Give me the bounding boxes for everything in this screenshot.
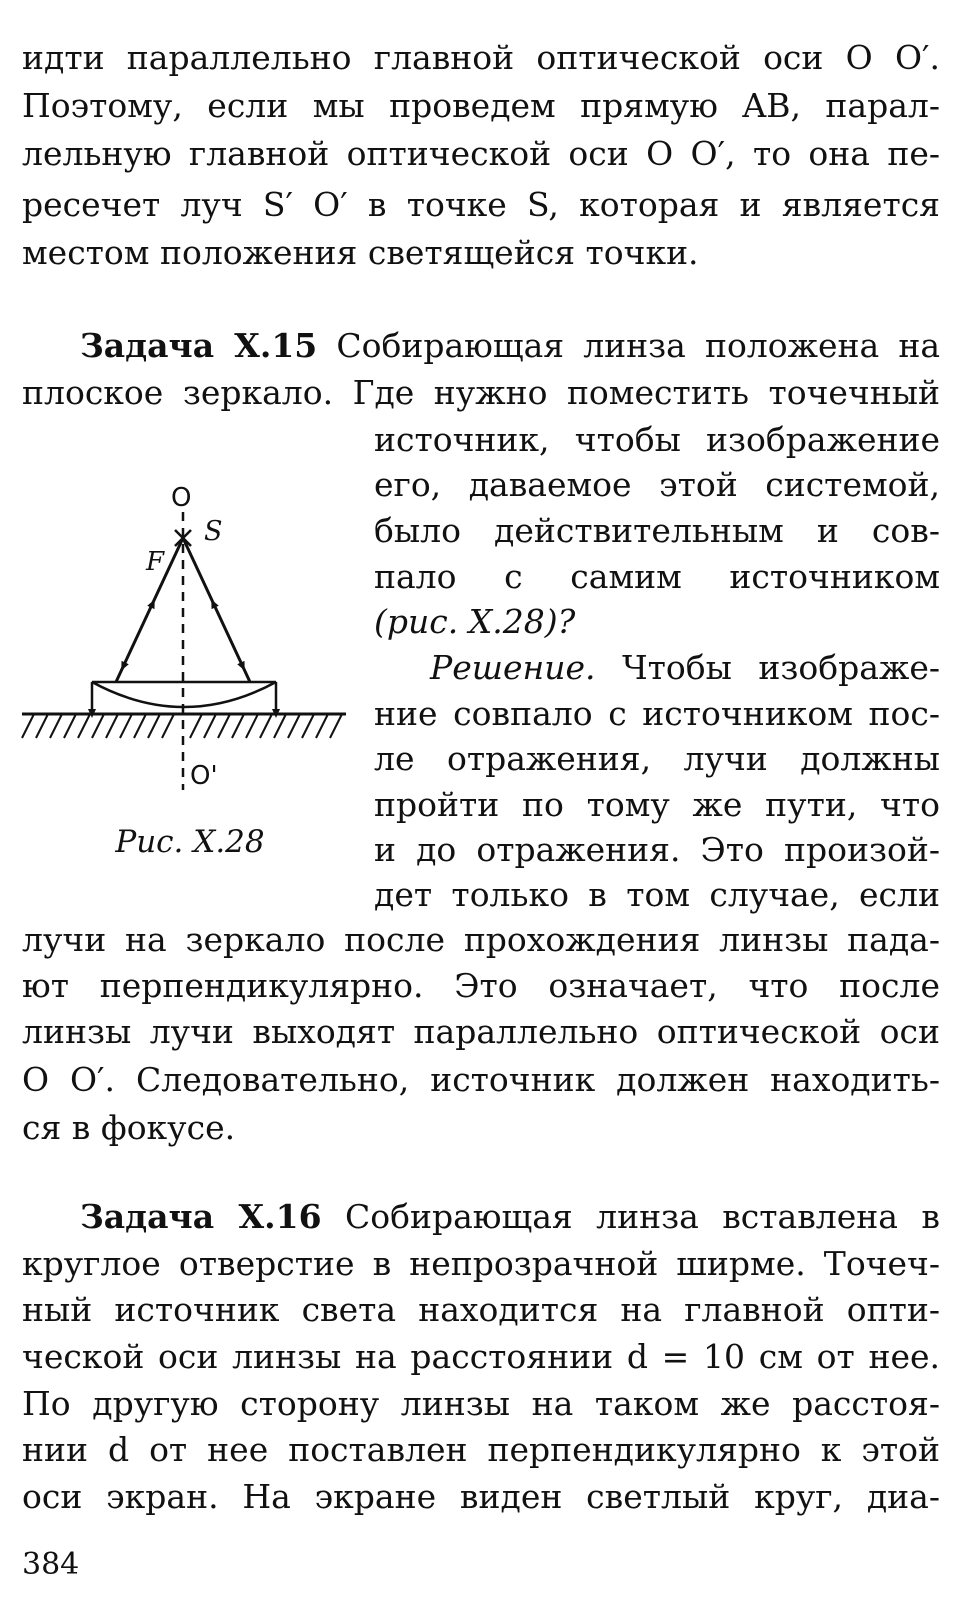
text-line: пало с самим источником [374,557,940,596]
problem-label: Задача X.16 [80,1197,322,1236]
text-line: ся в фокусе. [22,1108,236,1147]
label-o-top: O [171,483,192,513]
figure-caption: Рис. X.28 [115,824,265,860]
text-line: пройти по тому же пути, что [374,785,940,824]
text-line: ресечет луч S′ O′ в точке S, которая и является [22,185,940,224]
text-line: было действительным и сов- [374,511,940,550]
problem-label: Задача X.15 [80,326,318,365]
text-line: дет только в том случае, если [374,875,940,914]
text-line: лучи на зеркало после прохождения линзы пада- [22,920,940,959]
text-line: O O′. Следовательно, источник должен находить- [22,1060,940,1099]
problem-heading-line: Задача X.15 Собирающая линза положена на [80,326,940,365]
text-line: лельную главной оптической оси O O′, то она пе- [22,134,940,173]
text-line: ческой оси линзы на расстоянии d = 10 см от нее. [22,1337,940,1376]
text-line: нии d от нее поставлен перпендикулярно к этой [22,1430,940,1469]
text-line: плоское зеркало. Где нужно поместить точечный [22,373,940,412]
label-s: S [204,516,223,547]
label-o-bottom: O' [190,761,218,791]
lens-mirror-figure [20,470,350,810]
ray-right [183,538,250,682]
text-line: ют перпендикулярно. Это означает, что после [22,966,940,1005]
text-line: местом положения светящейся точки. [22,233,699,272]
solution-heading-line: Решение. Чтобы изображе- [430,648,940,687]
solution-label: Решение. [430,648,596,687]
label-f: F [146,547,165,577]
text-line: круглое отверстие в непрозрачной ширме. Точеч- [22,1244,940,1283]
text-line: и до отражения. Это произой- [374,830,940,869]
text-line: источник, чтобы изображение [374,420,940,459]
text-line: ние совпало с источником пос- [374,694,940,733]
text-line: (рис. X.28)? [374,602,576,641]
text-line: Поэтому, если мы проведем прямую AB, парал- [22,86,940,125]
text-line: его, даваемое этой системой, [374,465,940,504]
text-line: оси экран. На экране виден светлый круг, диа- [22,1477,940,1516]
text-line: По другую сторону линзы на таком же расстоя- [22,1384,940,1423]
text-line: идти параллельно главной оптической оси O O′. [22,38,940,77]
text-line: ле отражения, лучи должны [374,739,940,778]
text-line: линзы лучи выходят параллельно оптической оси [22,1012,940,1051]
text-line: ный источник света находится на главной опти- [22,1290,940,1329]
problem-heading-line: Задача X.16 Собирающая линза вставлена в [80,1197,940,1236]
page-number: 384 [22,1547,80,1582]
